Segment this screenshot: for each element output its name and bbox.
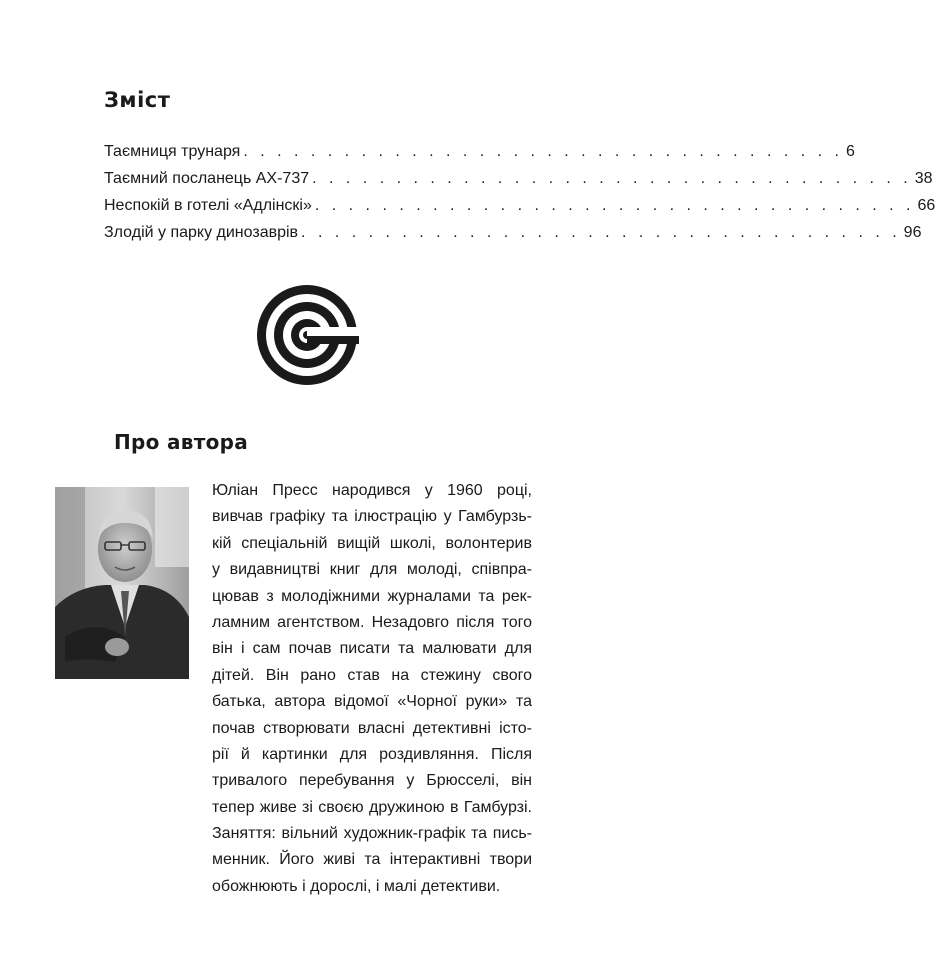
toc-leader-dots: . . . . . . . . . . . . . . . . . . . . . . . . . . . . . . . . . . . . [243, 143, 843, 160]
bio-line: ламним агентством. Незадовго після того [212, 613, 532, 631]
toc-entry-page: 96 [903, 224, 922, 241]
toc-entry-page: 66 [917, 197, 935, 214]
spiral-icon [255, 283, 359, 387]
bio-line: почав створювати власні детективні істо- [212, 719, 532, 737]
toc-leader-dots: . . . . . . . . . . . . . . . . . . . . . . . . . . . . . . . . . . . . [312, 170, 912, 187]
toc-entry [104, 138, 855, 165]
toc-leader-dots: . . . . . . . . . . . . . . . . . . . . . . . . . . . . . . . . . . . . [314, 197, 915, 214]
toc-entry-title: Таємниця трунаря [104, 143, 241, 160]
toc-heading: Зміст [104, 88, 171, 112]
author-portrait [55, 487, 189, 679]
toc-entry [104, 219, 922, 246]
bio-line: у видавництві книг для молоді, співпра- [212, 561, 532, 579]
bio-line: обожнюють і дорослі, і малі детективи. [212, 877, 501, 895]
bio-line: батька, автора відомої «Чорної руки» та [212, 693, 532, 711]
toc-entry-title: Таємний посланець АХ-737 [104, 170, 310, 187]
table-of-contents [104, 138, 935, 246]
toc-entry-title: Неспокій в готелі «Адлінскі» [104, 197, 312, 214]
bio-line: рії й картинки для роздивляння. Після [212, 745, 532, 763]
bio-line: кій спеціальній вищій школі, волонтерив [212, 534, 532, 552]
bio-line: Юліан Пресс народився у 1960 році, [212, 482, 532, 499]
bio-line: дітей. Він рано став на стежину свого [212, 666, 532, 684]
bio-line: менник. Його живі та інтерактивні твори [212, 851, 532, 869]
toc-entry [104, 192, 935, 219]
toc-leader-dots: . . . . . . . . . . . . . . . . . . . . . . . . . . . . . . . . . . . . [301, 224, 901, 241]
toc-entry-page: 6 [845, 143, 855, 160]
bio-line: Заняття: вільний художник-графік та пись- [212, 825, 532, 843]
toc-entry [104, 165, 933, 192]
bio-line: тепер живе зі своєю дружиною в Гамбурзі. [212, 798, 532, 816]
toc-entry-title: Злодій у парку динозаврів [104, 224, 299, 241]
bio-line: він і сам почав писати та малювати для [212, 640, 532, 658]
toc-entry-page: 38 [914, 170, 933, 187]
bio-line: цював з молодіжними журналами та рек- [212, 587, 532, 605]
bio-line: вивчав графіку та ілюстрацію у Гамбурзь- [212, 508, 532, 526]
author-biography [212, 478, 532, 900]
bio-line: тривалого перебування у Брюсселі, він [212, 772, 532, 790]
about-author-heading: Про автора [114, 430, 249, 454]
